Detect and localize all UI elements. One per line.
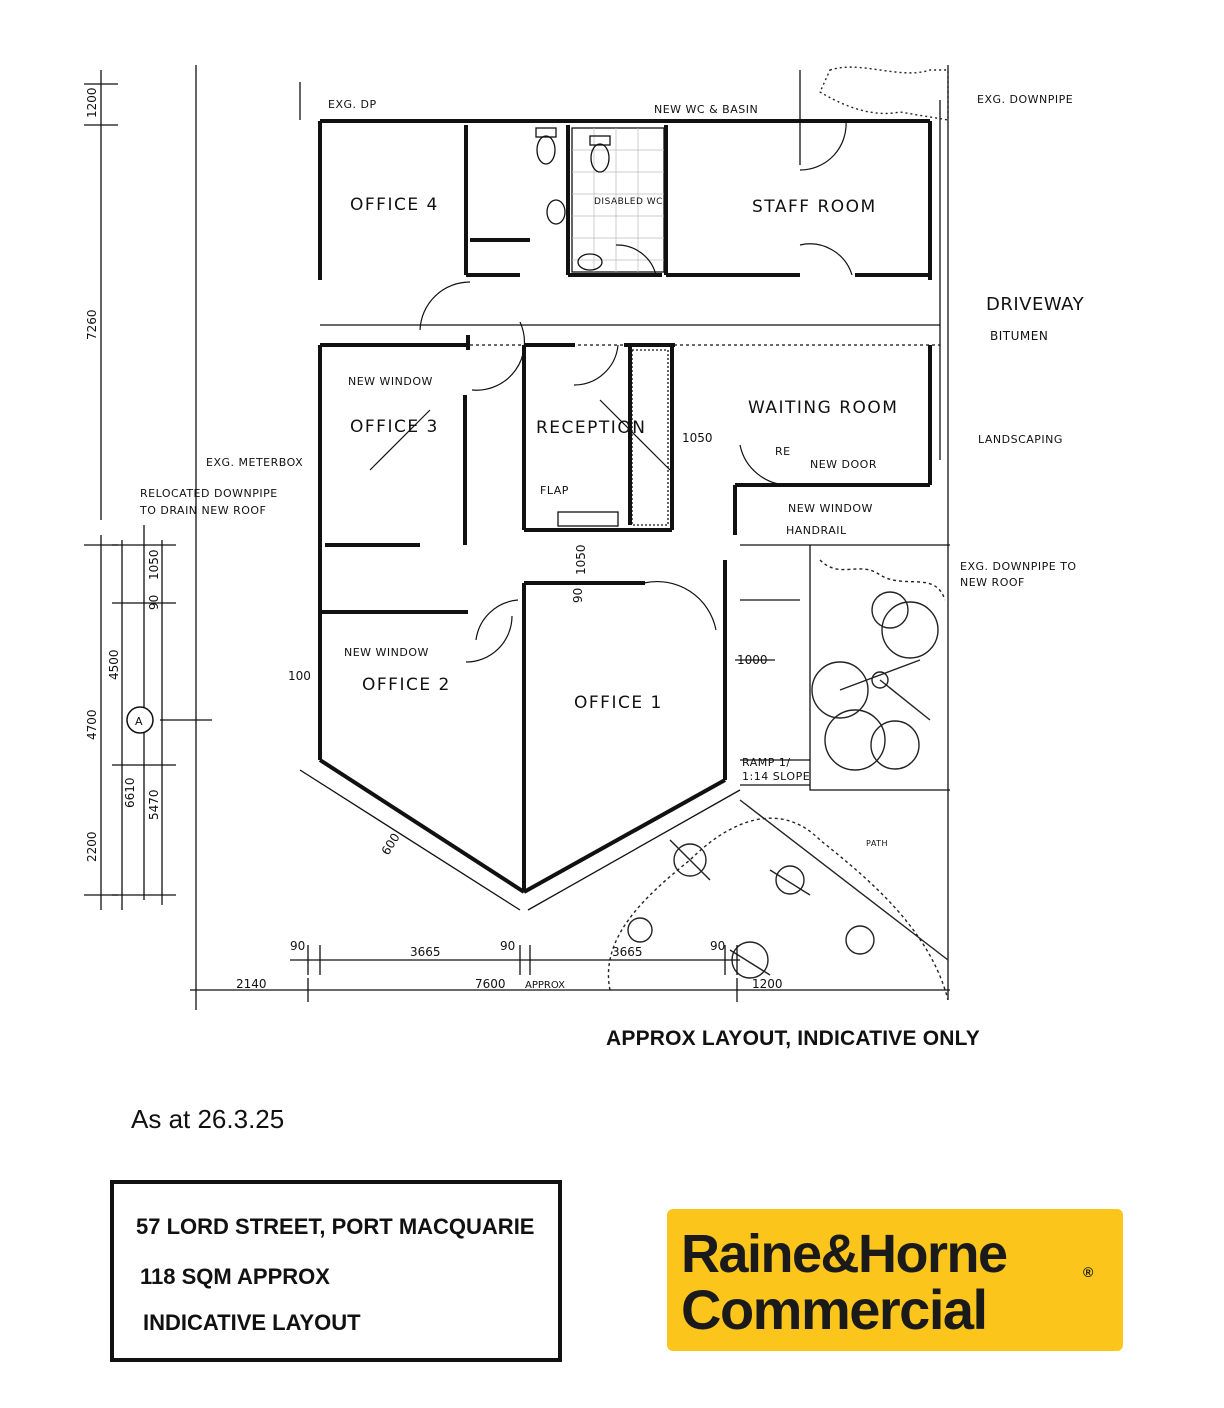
note-re: RE (775, 445, 791, 458)
dim-90-left: 90 (147, 594, 161, 610)
dim-90-a: 90 (290, 939, 306, 953)
dim-1050-waiting: 1050 (682, 431, 713, 445)
dim-1050-left: 1050 (147, 549, 161, 580)
dim-2200: 2200 (85, 831, 99, 862)
dim-7260: 7260 (85, 309, 99, 340)
room-waiting-room: WAITING ROOM (748, 398, 899, 418)
room-office-3: OFFICE 3 (350, 417, 439, 437)
logo-line-2: Commercial (681, 1278, 987, 1341)
dim-1200-top: 1200 (85, 87, 99, 118)
note-disabled-wc: DISABLED WC (594, 197, 663, 207)
note-relocated-downpipe: RELOCATED DOWNPIPE (140, 487, 278, 500)
note-bitumen: BITUMEN (990, 329, 1049, 343)
note-flap: FLAP (540, 484, 569, 497)
dim-90-b: 90 (500, 939, 516, 953)
note-path: PATH (866, 839, 889, 848)
dim-90-c: 90 (710, 939, 726, 953)
room-office-1: OFFICE 1 (574, 693, 663, 713)
note-ramp: RAMP 1/ (742, 756, 791, 769)
property-info-box (110, 1180, 562, 1362)
property-address: 57 LORD STREET, PORT MACQUARIE (136, 1214, 535, 1239)
room-office-2: OFFICE 2 (362, 675, 451, 695)
dim-100: 100 (288, 669, 311, 683)
as-at-date: As at 26.3.25 (131, 1104, 285, 1134)
raine-horne-commercial-logo (667, 1209, 1123, 1351)
property-area: 118 SQM APPROX (140, 1264, 330, 1289)
note-landscaping: LANDSCAPING (978, 433, 1063, 446)
logo-line-1: Raine&Horne (681, 1224, 1007, 1284)
note-new-door: NEW DOOR (810, 458, 877, 471)
room-reception: RECEPTION (536, 418, 647, 438)
dim-600: 600 (378, 830, 403, 858)
property-layout-note: INDICATIVE LAYOUT (143, 1310, 361, 1335)
dim-1200-bottom: 1200 (752, 977, 783, 991)
note-ramp-slope: 1:14 SLOPE (742, 770, 811, 783)
note-new-window-east: NEW WINDOW (788, 502, 873, 515)
note-exg-downpipe-new-roof: EXG. DOWNPIPE TO (960, 560, 1077, 573)
dim-4500: 4500 (107, 649, 121, 680)
dim-3665-a: 3665 (410, 945, 441, 959)
dim-6610: 6610 (123, 777, 137, 808)
section-marker-label: A (135, 715, 144, 728)
note-new-wc-basin: NEW WC & BASIN (654, 103, 759, 116)
note-exg-dp: EXG. DP (328, 98, 377, 111)
note-driveway: DRIVEWAY (986, 294, 1085, 315)
note-new-window-office2: NEW WINDOW (344, 646, 429, 659)
room-office-4: OFFICE 4 (350, 195, 439, 215)
dim-1050-mid: 1050 (574, 544, 588, 575)
dim-7600: 7600 (475, 977, 506, 991)
logo-registered-mark: ® (1083, 1264, 1094, 1280)
dim-90-mid: 90 (571, 587, 585, 603)
note-exg-downpipe-new-roof-2: NEW ROOF (960, 576, 1025, 589)
dim-4700: 4700 (85, 709, 99, 740)
dim-3665-b: 3665 (612, 945, 643, 959)
note-relocated-downpipe-2: TO DRAIN NEW ROOF (140, 504, 267, 517)
dim-1000: 1000 (737, 653, 768, 667)
note-exg-downpipe: EXG. DOWNPIPE (977, 93, 1074, 106)
left-dimension-lines (84, 65, 212, 1010)
layout-caption: APPROX LAYOUT, INDICATIVE ONLY (606, 1027, 980, 1050)
room-staff-room: STAFF ROOM (752, 197, 877, 217)
dim-2140: 2140 (236, 977, 267, 991)
note-new-window-office3: NEW WINDOW (348, 375, 433, 388)
dim-approx: APPROX (525, 980, 565, 991)
dim-5470: 5470 (147, 789, 161, 820)
note-handrail: HANDRAIL (786, 524, 847, 537)
bottom-dimension-lines (190, 945, 950, 1002)
note-exg-meterbox: EXG. METERBOX (206, 456, 304, 469)
